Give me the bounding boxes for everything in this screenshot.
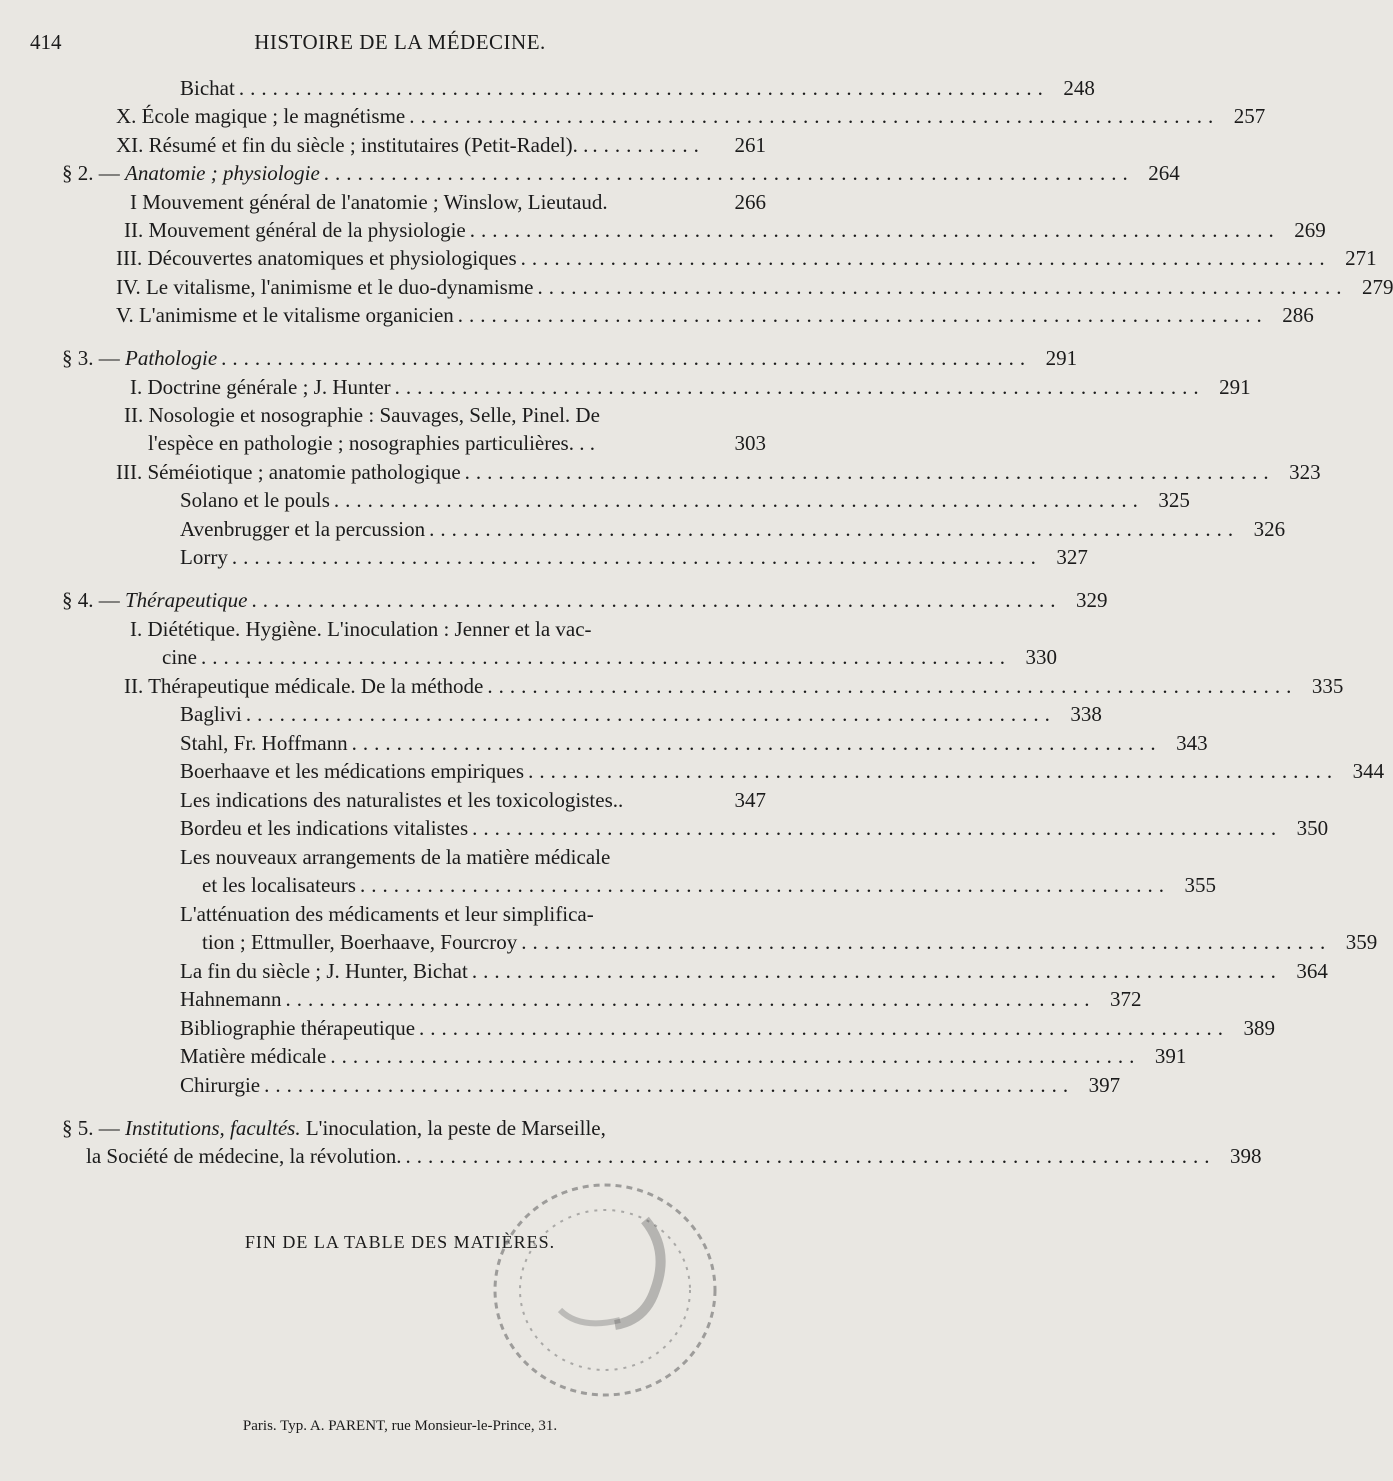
toc-entry: Lorry ........................................................................ 327 — [180, 545, 1088, 569]
toc-page: 397 — [1088, 1073, 1121, 1097]
toc-page: 344 — [1352, 759, 1385, 783]
toc-page: 330 — [1025, 645, 1057, 669]
toc-section-line: § 5. — Institutions, facultés. L'inoculation, la peste de Marseille, — [62, 1116, 606, 1140]
toc-page: 257 — [1233, 104, 1266, 128]
toc-entry: La fin du siècle ; J. Hunter, Bichat ........................................................................ 364 — [180, 959, 1328, 983]
toc-entry: XI. Résumé et fin du siècle ; institutaires (Petit-Radel). . .......... 261 — [116, 133, 766, 157]
page-header — [30, 30, 770, 64]
toc-page: 326 — [1253, 517, 1286, 541]
toc-page: 364 — [1296, 959, 1328, 983]
toc-entry: IV. Le vitalisme, l'animisme et le duo-dynamisme ........................................................................ 279 — [116, 275, 1393, 299]
toc-page: 389 — [1243, 1016, 1276, 1040]
toc-entry: Solano et le pouls ........................................................................ 325 — [180, 488, 1190, 512]
toc-page: 266 — [734, 190, 766, 214]
toc-page: 372 — [1109, 987, 1142, 1011]
toc-section: § 2. — Anatomie ; physiologie ........................................................................ 264 — [62, 161, 1180, 185]
toc-page: 279 — [1361, 275, 1393, 299]
toc-entry: Stahl, Fr. Hoffmann ........................................................................ 343 — [180, 731, 1208, 755]
library-stamp-icon — [470, 1160, 730, 1420]
toc-page: 359 — [1345, 930, 1378, 954]
toc-entry: Bordeu et les indications vitalistes ........................................................................ 350 — [180, 816, 1329, 840]
toc-entry-line: L'atténuation des médicaments et leur simplifica- — [180, 902, 594, 926]
running-title: HISTOIRE DE LA MÉDECINE. — [254, 30, 546, 54]
toc-section: § 4. — Thérapeutique ........................................................................ 329 — [62, 588, 1108, 612]
printer-imprint: Paris. Typ. A. PARENT, rue Monsieur-le-Prince, 31. — [242, 1418, 558, 1434]
end-of-table-title: FIN DE LA TABLE DES MATIÈRES. — [244, 1232, 556, 1252]
toc-page: 286 — [1282, 303, 1314, 327]
toc-entry: Les indications des naturalistes et les toxicologistes.. 347 — [180, 788, 766, 812]
toc-page: 271 — [1345, 246, 1377, 270]
toc-page: 329 — [1075, 588, 1108, 612]
toc-entry: et les localisateurs ........................................................................ 355 — [202, 873, 1216, 897]
toc-entry: Bibliographie thérapeutique ........................................................................ 389 — [180, 1016, 1276, 1040]
toc-page: 398 — [1229, 1144, 1262, 1168]
toc-page: 248 — [1063, 76, 1095, 100]
toc-page: 291 — [1045, 346, 1078, 370]
toc-page: 291 — [1219, 375, 1251, 399]
toc-entry: II. Mouvement général de la physiologie ........................................................................ 269 — [124, 218, 1326, 242]
toc-page: 335 — [1311, 674, 1344, 698]
toc-entry: Chirurgie ........................................................................ 397 — [180, 1073, 1121, 1097]
toc-page: 391 — [1154, 1044, 1187, 1068]
page-number: 414 — [30, 30, 62, 54]
toc-entry-line: I. Diététique. Hygiène. L'inoculation : Jenner et la vac- — [130, 617, 592, 641]
toc-page: 327 — [1056, 545, 1088, 569]
toc-entry: V. L'animisme et le vitalisme organicien ........................................................................ 286 — [116, 303, 1314, 327]
toc-entry: Boerhaave et les médications empiriques ........................................................................ 344 — [180, 759, 1385, 783]
toc-page: 323 — [1289, 460, 1321, 484]
toc-entry: Bichat ........................................................................ 248 — [180, 76, 1095, 100]
toc-entry: Avenbrugger et la percussion ........................................................................ 326 — [180, 517, 1286, 541]
toc-entry: I. Doctrine générale ; J. Hunter ........................................................................ 291 — [130, 375, 1251, 399]
toc-page: 350 — [1296, 816, 1329, 840]
toc-entry: I Mouvement général de l'anatomie ; Winslow, Lieutaud. 266 — [130, 190, 766, 214]
toc-entry: l'espèce en pathologie ; nosographies particulières. . . 303 — [148, 431, 766, 455]
toc-page: 343 — [1176, 731, 1208, 755]
toc-page: 264 — [1148, 161, 1180, 185]
toc-page: 347 — [734, 788, 766, 812]
toc-section: § 3. — Pathologie ........................................................................ 291 — [62, 346, 1078, 370]
toc-entry: III. Séméiotique ; anatomie pathologique ........................................................................ 323 — [116, 460, 1321, 484]
toc-entry-line: II. Nosologie et nosographie : Sauvages, Selle, Pinel. De — [124, 403, 600, 427]
toc-entry: tion ; Ettmuller, Boerhaave, Fourcroy ........................................................................ 359 — [202, 930, 1378, 954]
toc-entry: la Société de médecine, la révolution. ........................................................................ 398 — [86, 1144, 1262, 1168]
toc-entry: Baglivi ........................................................................ 338 — [180, 702, 1102, 726]
toc-page: 355 — [1184, 873, 1216, 897]
toc-page: 303 — [734, 431, 766, 455]
toc-entry: X. École magique ; le magnétisme ........................................................................ 257 — [116, 104, 1266, 128]
toc-entry: III. Découvertes anatomiques et physiologiques ........................................................................ 271 — [116, 246, 1377, 270]
toc-entry: Hahnemann ........................................................................ 372 — [180, 987, 1142, 1011]
toc-page: 261 — [734, 133, 766, 157]
toc-entry: Matière médicale ........................................................................ 391 — [180, 1044, 1187, 1068]
toc-page: 325 — [1158, 488, 1190, 512]
toc-page: 338 — [1070, 702, 1102, 726]
toc-entry: cine ........................................................................ 330 — [162, 645, 1057, 669]
toc-entry-line: Les nouveaux arrangements de la matière médicale — [180, 845, 611, 869]
toc-entry: II. Thérapeutique médicale. De la méthode ........................................................................ 335 — [124, 674, 1344, 698]
toc-page: 269 — [1294, 218, 1326, 242]
